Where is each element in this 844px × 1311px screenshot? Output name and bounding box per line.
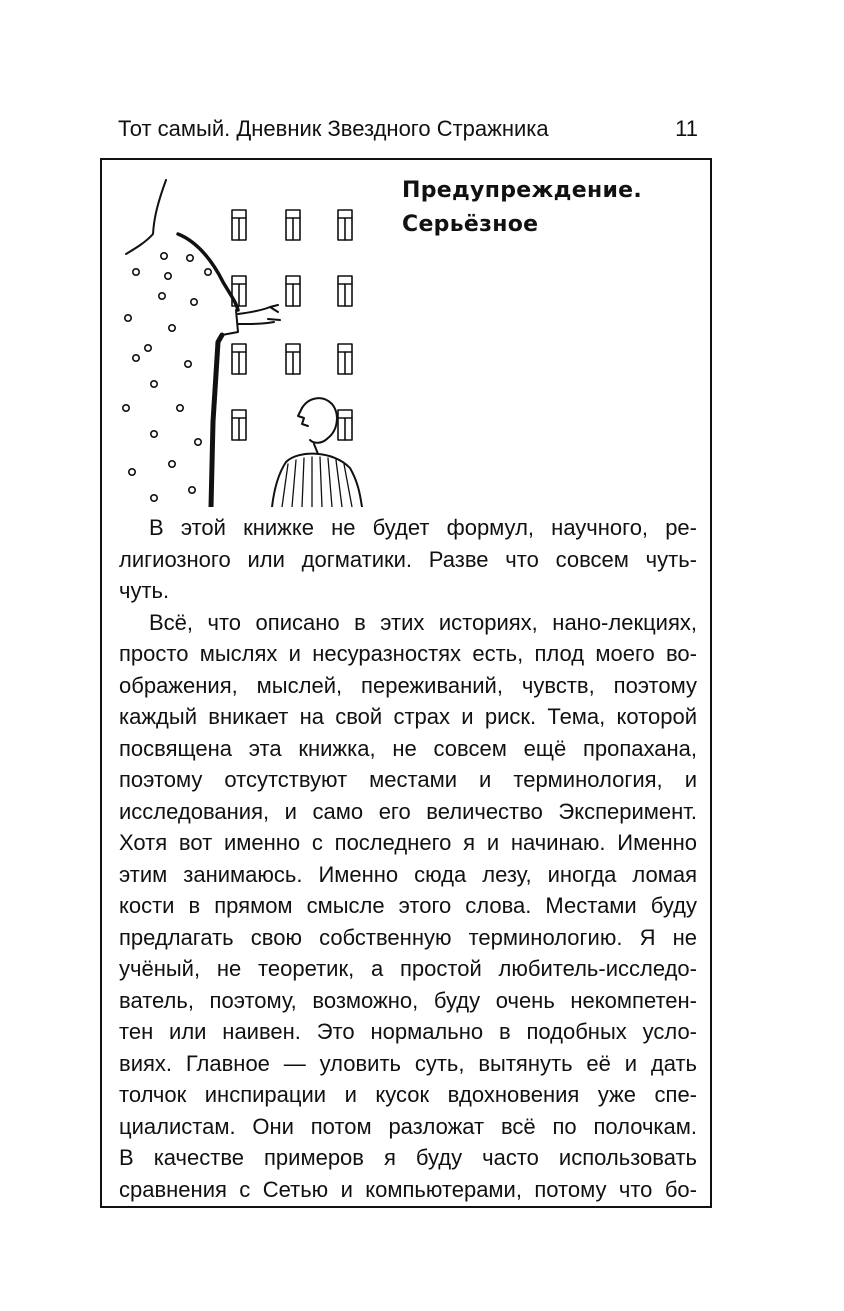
text-line: сравнения с Сетью и компьютерами, потому что бо- — [119, 1176, 697, 1202]
text-line: кости в прямом смысле этого слова. Местами буду — [119, 893, 697, 918]
text-line: В этой книжке не будет формул, научного, ре- — [149, 515, 697, 540]
section-heading-line-1: Предупреждение. — [402, 178, 643, 203]
running-header — [118, 114, 698, 144]
section-heading — [402, 174, 692, 242]
text-line: этим занимаюсь. Именно сюда лезу, иногда ломая — [119, 861, 697, 887]
text-line: Хотя вот именно с последнего я и начинаю. Именно — [119, 830, 697, 855]
text-line: учёный, не теоретик, а простой любитель-исследо- — [119, 956, 697, 981]
text-line: ватель, поэтому, возможно, буду очень некомпетен- — [119, 987, 697, 1013]
body-text — [119, 512, 697, 1205]
paragraph-1 — [119, 512, 697, 607]
page-frame — [100, 158, 712, 1208]
text-line: просто мыслях и несуразностях есть, плод моего во- — [119, 641, 697, 666]
text-line: циалистам. Они потом разложат всё по полочкам. — [119, 1113, 697, 1139]
text-line: исследования, и само его величество Эксперимент. — [119, 798, 697, 824]
page-number: 11 — [675, 116, 698, 141]
text-line: виях. Главное — уловить суть, вытянуть её и дать — [119, 1050, 697, 1076]
text-line: предлагать свою собственную терминологию. Я не — [119, 924, 697, 950]
text-line: чуть. — [119, 578, 170, 603]
running-title: Тот самый. Дневник Звездного Стражника — [118, 116, 549, 141]
text-line: В качестве примеров я буду часто использовать — [119, 1145, 697, 1170]
text-line: каждый вникает на свой страх и риск. Тема, которой — [119, 704, 697, 729]
text-line: ображения, мыслей, переживаний, чувств, поэтому — [119, 672, 697, 698]
text-line: тен или наивен. Это нормально в подобных усло- — [119, 1019, 697, 1044]
text-line: лигиозного или догматики. Разве что совсем чуть- — [119, 546, 697, 572]
section-heading-line-2: Серьёзное — [402, 212, 539, 237]
text-line: поэтому отсутствуют местами и терминология, и — [119, 767, 697, 792]
text-line: посвящена эта книжка, не совсем ещё пропахана, — [119, 735, 697, 761]
text-line: Всё, что описано в этих историях, нано-лекциях, — [149, 609, 697, 635]
paragraph-2 — [119, 607, 697, 1206]
text-line: толчок инспирации и кусок вдохновения уже спе- — [119, 1082, 697, 1107]
boy-looking-up-at-building-icon — [118, 172, 368, 507]
